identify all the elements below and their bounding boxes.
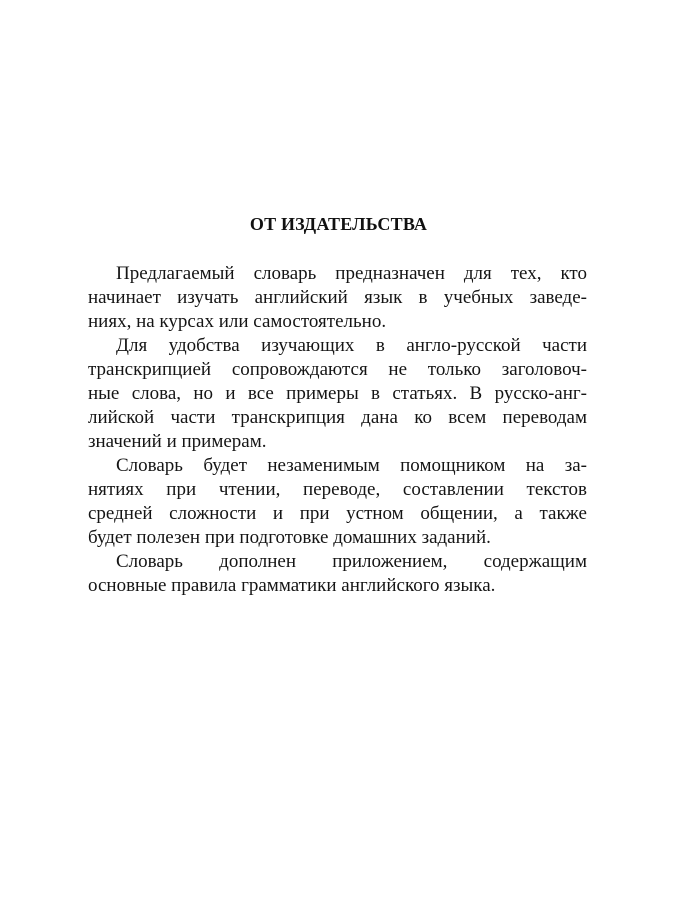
text-line: нятиях при чтении, переводе, составлении текстов xyxy=(88,479,587,500)
text-line: Словарь будет незаменимым помощником на за- xyxy=(116,455,587,476)
text-line: средней сложности и при устном общении, а также xyxy=(88,503,587,524)
text-line: Предлагаемый словарь предназначен для тех, кто xyxy=(116,263,587,284)
text-line: транскрипцией сопровождаются не только заголовоч- xyxy=(88,359,587,380)
text-line: будет полезен при подготовке домашних заданий. xyxy=(88,527,491,548)
text-line: значений и примерам. xyxy=(88,431,267,452)
page-heading: ОТ ИЗДАТЕЛЬСТВА xyxy=(249,214,428,234)
text-line: лийской части транскрипция дана ко всем переводам xyxy=(88,407,587,428)
text-line: ные слова, но и все примеры в статьях. В русско-анг- xyxy=(88,383,587,404)
text-line: начинает изучать английский язык в учебных заведе- xyxy=(88,287,587,308)
text-line: Словарь дополнен приложением, содержащим xyxy=(116,551,587,572)
text-line: ниях, на курсах или самостоятельно. xyxy=(88,311,387,332)
text-line: основные правила грамматики английского языка. xyxy=(88,575,496,596)
text-line: Для удобства изучающих в англо-русской части xyxy=(116,335,587,356)
